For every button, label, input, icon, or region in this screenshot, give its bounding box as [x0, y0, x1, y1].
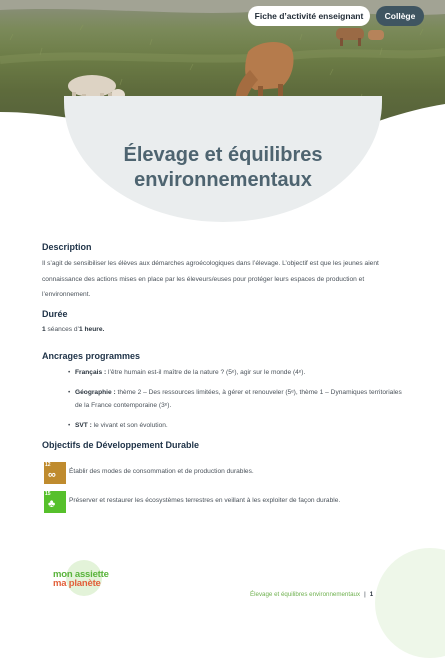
curriculum-heading: Ancrages programmes [42, 351, 141, 361]
list-item [68, 386, 408, 412]
sdg-text: Préserver et restaurer les écosystèmes terrestres en veillant à les exploiter de façon durable. [69, 497, 341, 504]
sdg-row-12 [44, 462, 414, 484]
corner-decoration [375, 548, 445, 658]
description-heading: Description [42, 242, 92, 252]
page-number: 1 [369, 591, 374, 598]
duration-count: 1 [42, 326, 46, 333]
subject-label: Géographie : [75, 389, 116, 396]
duration-text [42, 322, 402, 338]
brand-logo [53, 570, 109, 588]
tree-icon: 15 ♣ [44, 491, 66, 513]
page-footer [250, 591, 373, 598]
subject-text: thème 2 – Des ressources limitées, à gérer et renouveler (5ᵉ), thème 1 – Dynamiques territoriales de la France contemporaine (3ᵉ). [75, 389, 402, 409]
infinity-icon: 12 ∞ [44, 462, 66, 484]
subject-label: SVT : [75, 422, 92, 429]
duration-middle: séances d’ [45, 326, 80, 333]
grass-band [0, 52, 445, 60]
curriculum-list [68, 366, 408, 439]
sdg-text: Établir des modes de consommation et de production durables. [69, 468, 254, 475]
description-text: Il s’agit de sensibiliser les élèves aux démarches agroécologiques dans l’élevage. L’objectif est que les jeunes aient connaissance des actions mises en place par les éleveurs/euses pour protéger leurs espaces de production et l’environnement. [42, 260, 379, 298]
distant-cows [336, 28, 384, 46]
level-badge: Collège [376, 6, 424, 26]
page-title: Élevage et équilibres environnementaux [123, 144, 323, 191]
sdg-row-15 [44, 491, 414, 513]
duration-length: 1 heure. [79, 326, 105, 333]
logo-line-2: ma planète [53, 578, 101, 589]
footer-separator: | [364, 591, 366, 598]
list-item [68, 366, 408, 379]
activity-sheet-badge: Fiche d’activité enseignant [248, 6, 370, 26]
logo-line-1: mon assiette [53, 569, 109, 580]
duration-heading: Durée [42, 309, 68, 319]
subject-label: Français : [75, 369, 107, 376]
subject-text: le vivant et son évolution. [91, 422, 168, 429]
footer-title: Élevage et équilibres environnementaux [250, 591, 361, 598]
sdg-heading: Objectifs de Développement Durable [42, 440, 200, 450]
subject-text: l’être humain est-il maître de la nature ? (5ᵉ), agir sur le monde (4ᵉ). [106, 369, 306, 376]
list-item [68, 419, 408, 432]
